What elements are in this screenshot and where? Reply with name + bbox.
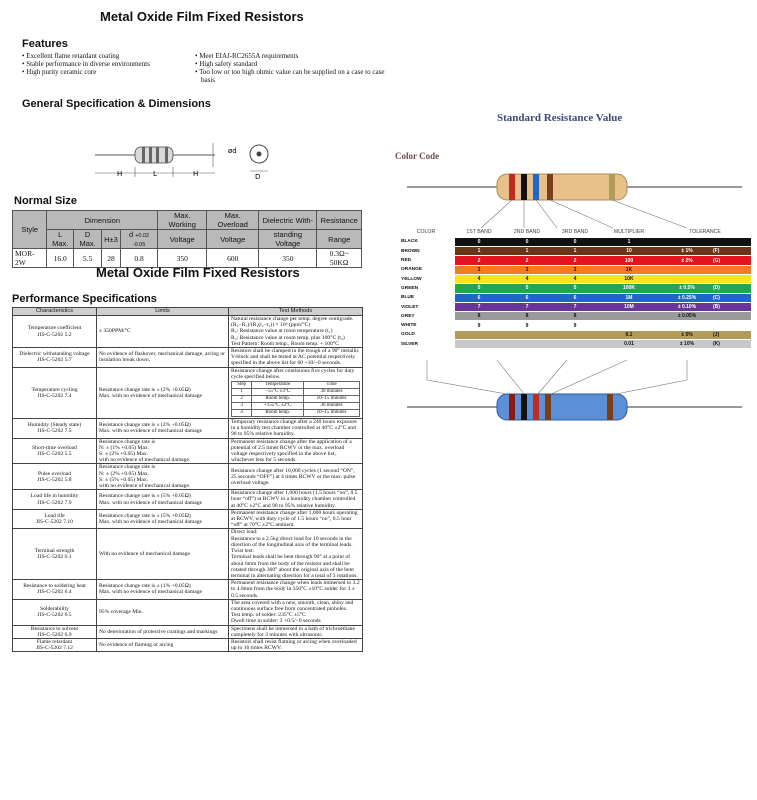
performance-table	[12, 307, 363, 652]
cycle-cell: 10~15 minutes	[304, 396, 360, 403]
color-tolerance-cell: ± 0.25% (C)	[659, 293, 751, 302]
color-name-cell: GREY	[397, 312, 455, 321]
cycle-row	[232, 403, 360, 410]
feature-item: • Stable performance in diverse environments	[22, 60, 150, 68]
th-test-methods: Test Methods	[229, 308, 363, 316]
table-row	[13, 580, 363, 600]
color-tolerance-cell	[659, 265, 751, 274]
color-b1-cell: 4	[455, 274, 503, 283]
cc-th-color: COLOR	[397, 228, 455, 237]
color-name-cell: BLUE	[397, 293, 455, 302]
test-method-cell: Resistance change after 1,000 hours (1.5 hours “on”, 0.5 hour “off”) at RCWV in a humidity chamber controlled at 40°C ±2°C and 90 to 95% relative humidity.	[229, 490, 363, 510]
color-row-white	[397, 321, 751, 330]
cycle-row	[232, 410, 360, 417]
th-dmax: D Max.	[74, 230, 102, 249]
color-b3-cell: 0	[551, 237, 599, 246]
color-b2-cell: 2	[503, 256, 551, 265]
color-b1-cell: 5	[455, 284, 503, 293]
limit-cell: Resistance change rate is ± (2% +0.05Ω) Max. with no evidence of mechanical damage	[97, 419, 229, 439]
color-tolerance-cell: ± 0.05%	[659, 312, 751, 321]
color-row-brown	[397, 247, 751, 256]
table-row	[13, 316, 363, 348]
color-mult-cell: 10M	[599, 302, 659, 311]
test-method-cell: Resistors shall be clamped in the trough of a 90° metallic V-block and shall be tested at AC potential respectively specified in the above list for 60 +10/−0 seconds.	[229, 348, 363, 368]
section-title: Metal Oxide Film Fixed Resistors	[96, 265, 300, 280]
color-b1-cell: 6	[455, 293, 503, 302]
color-b2-cell: 5	[503, 284, 551, 293]
cycle-cell: 1	[232, 389, 252, 396]
color-mult-cell: 10	[599, 247, 659, 256]
color-b2-cell: 3	[503, 265, 551, 274]
characteristic-cell: Humidity (Steady state) JIS-C-5202 7.5	[13, 419, 97, 439]
cycle-table	[231, 381, 360, 417]
color-name-cell: WHITE	[397, 321, 455, 330]
feature-item: • High safety standard	[195, 60, 258, 68]
characteristic-cell: Resistance to solvent JIS-C-5202 6.9	[13, 625, 97, 638]
cycle-header: Temperature	[252, 382, 304, 389]
limit-cell: Resistance change rate is N: ± (2% +0.05) Max. S: ± (5% +0.05) Max. with no evidence of mechanical damage.	[97, 464, 229, 490]
dim-h-left: H	[117, 170, 123, 178]
th-mw2: Voltage	[158, 230, 207, 249]
color-row-orange	[397, 265, 751, 274]
features-heading: Features	[22, 38, 68, 50]
resistor-top-diagram	[397, 160, 752, 230]
color-mult-cell: 100	[599, 256, 659, 265]
color-b3-cell: 9	[551, 321, 599, 330]
color-row-silver	[397, 340, 751, 349]
color-b2-cell: 6	[503, 293, 551, 302]
table-row	[13, 419, 363, 439]
resistor-bottom-diagram	[397, 350, 752, 430]
characteristic-cell: Load life JIS-C-5202 7.10	[13, 509, 97, 529]
color-name-cell: GOLD	[397, 330, 455, 339]
color-name-cell: ORANGE	[397, 265, 455, 274]
cycle-cell: Room temp.	[252, 410, 304, 417]
color-tolerance-cell	[659, 321, 751, 330]
limit-cell: With no evidence of mechanical damage	[97, 529, 229, 580]
feature-item: • High purity ceramic core	[22, 68, 97, 76]
color-b2-cell	[503, 330, 551, 339]
limit-cell: Resistance change rate is N: ± (1% +0.05) Max. S: ± (2% +0.05) Max. with no evidence of mechanical damage.	[97, 438, 229, 464]
table-row	[13, 625, 363, 638]
color-mult-cell: 0.1	[599, 330, 659, 339]
color-row-gold	[397, 330, 751, 339]
color-name-cell: SILVER	[397, 340, 455, 349]
dim-d-small: ød	[228, 147, 237, 155]
color-b2-cell: 8	[503, 312, 551, 321]
cc-th-band3: 3RD BAND	[551, 228, 599, 237]
page-title: Metal Oxide Film Fixed Resistors	[100, 9, 304, 24]
th-d: d +0.02 -0.05	[120, 230, 157, 249]
color-b1-cell: 7	[455, 302, 503, 311]
characteristic-cell: Dielectric withstanding voltage JIS-C-5202 5.7	[13, 348, 97, 368]
color-row-red	[397, 256, 751, 265]
cycle-cell: Room temp.	[252, 396, 304, 403]
dim-h-right: H	[193, 170, 199, 178]
color-b3-cell: 3	[551, 265, 599, 274]
test-method-cell: Resistors shall resist flaming or arcing when overloaded up to 16 times RCWV.	[229, 638, 363, 651]
cycle-cell: −55°C ±3°C	[252, 389, 304, 396]
table-row	[13, 464, 363, 490]
color-code-table	[397, 228, 751, 349]
cycle-cell: 30 minutes	[304, 403, 360, 410]
cc-th-tolerance: TOLERANCE	[659, 228, 751, 237]
test-method-cell: Permanent resistance change when leads immersed to 3.2 to 4.8mm from the body in 350°C ±10°C solder for 3 ± 0.5 seconds.	[229, 580, 363, 600]
th-lmax: L Max.	[47, 230, 74, 249]
limit-cell: 95% coverage Min.	[97, 599, 229, 625]
feature-item: • Meet EIAJ-RC2655A requirements	[195, 52, 299, 60]
performance-heading: Performance Specifications	[12, 293, 157, 305]
th-dw2: standing Voltage	[259, 230, 317, 249]
test-method-cell: The area covered with a new, smooth, clean, shiny and continuous surface free from concentrated pinholes. Test temp. of solder: 235°C ±5°C Dwell time in solder: 3 +0.5/−0 seconds	[229, 599, 363, 625]
color-b1-cell: 2	[455, 256, 503, 265]
dim-d: D	[255, 173, 261, 181]
feature-item: • Excellent flame retardant coating	[22, 52, 120, 60]
table-row	[13, 438, 363, 464]
color-name-cell: BLACK	[397, 237, 455, 246]
color-b3-cell: 5	[551, 284, 599, 293]
characteristic-cell: Load life in humidity JIS-C-5202 7.9	[13, 490, 97, 510]
color-row-yellow	[397, 274, 751, 283]
color-tolerance-cell: ± 0.5% (D)	[659, 284, 751, 293]
general-spec-heading: General Specification & Dimensions	[22, 98, 211, 110]
th-limits: Limits	[97, 308, 229, 316]
th-characteristics: Characteristics	[13, 308, 97, 316]
color-b3-cell	[551, 330, 599, 339]
cycle-cell: 30 minutes	[304, 389, 360, 396]
limit-cell: Resistance change rate is ± (1% +0.05Ω) Max. with no evidence of mechanical damage	[97, 580, 229, 600]
color-tolerance-cell: ± 2% (G)	[659, 256, 751, 265]
cycle-cell: 2	[232, 396, 252, 403]
table-row	[13, 490, 363, 510]
th-mo: Max. Overload	[207, 211, 259, 230]
color-b1-cell	[455, 330, 503, 339]
color-b3-cell: 7	[551, 302, 599, 311]
color-mult-cell: 1M	[599, 293, 659, 302]
limit-cell: Resistance change rate is ± (5% +0.05Ω) Max. with no evidence of mechanical damage	[97, 509, 229, 529]
characteristic-cell: Solderability JIS-C-5202 6.5	[13, 599, 97, 625]
color-b3-cell	[551, 340, 599, 349]
color-b1-cell: 0	[455, 237, 503, 246]
color-b3-cell: 1	[551, 247, 599, 256]
color-mult-cell: 1	[599, 237, 659, 246]
color-name-cell: RED	[397, 256, 455, 265]
characteristic-cell: Resistance to soldering heat JIS-C-5202 6.4	[13, 580, 97, 600]
th-h: H±3	[102, 230, 121, 249]
limit-cell: No evidence of flaming or arcing	[97, 638, 229, 651]
test-method-cell: Natural resistance change per temp. degree centigrade. (R₂−R₁)/(R₁(t₂−t₁)) × 10⁶ (ppm/°C) R₁: Resistance value at room temperature (t₁) R₂: Resistance value at room temp. plus 100°C (t₂) Test Pattern: Room temp., Room temp. + 100°C	[229, 316, 363, 348]
color-b2-cell: 0	[503, 237, 551, 246]
color-tolerance-cell	[659, 274, 751, 283]
test-method-cell: Direct load: Resistance to a 2.5kg direct load for 10 seconds in the direction of the longitudinal axis of the terminal leads. Twist test: Terminal leads shall be bent through 90° at a point of about 6mm from the body of the resistor and shall be rotated through 360° about the original axis of the bent terminal in alternating direction for a total of 3 rotations.	[229, 529, 363, 580]
feature-item: • Too low or too high ohmic value can be supplied on a case to case basis	[195, 68, 385, 84]
characteristic-cell: Temperature cycling JIS-C-5202 7.4	[13, 367, 97, 418]
th-dimension: Dimension	[47, 211, 158, 230]
color-mult-cell: 0.01	[599, 340, 659, 349]
color-b1-cell: 3	[455, 265, 503, 274]
cycle-header: Time	[304, 382, 360, 389]
color-tolerance-cell: ± 10% (K)	[659, 340, 751, 349]
table-row	[13, 367, 363, 418]
test-method-cell: Resistance change after continuous five cycles for duty cycle specified below. Step Temperature Time 1 −55°C ±3°C 30 minutes 2 Room temp. 10~15 minutes 3 +155°C ±2°C 30 minutes 4 Room temp. 10~15 minutes	[229, 367, 363, 418]
th-mw: Max. Working	[158, 211, 207, 230]
table-row	[13, 638, 363, 651]
color-b3-cell: 2	[551, 256, 599, 265]
color-b1-cell: 8	[455, 312, 503, 321]
color-b3-cell: 8	[551, 312, 599, 321]
test-method-cell: Specimens shall be immersed in a bath of trichroethane completely for 3 minutes with ultrasonic.	[229, 625, 363, 638]
table-row	[13, 599, 363, 625]
color-b2-cell: 7	[503, 302, 551, 311]
limit-cell: Resistance change rate is ± (2% +0.05Ω) Max. with no evidence of mechanical damage	[97, 367, 229, 418]
characteristic-cell: Terminal strength JIS-C-5202 6.1	[13, 529, 97, 580]
color-mult-cell: 10K	[599, 274, 659, 283]
limit-cell: ± 350PPM/°C	[97, 316, 229, 348]
color-code-heading: Color Code	[395, 151, 440, 161]
characteristic-cell: Temperature coefficient JIS-C-5202 5.2	[13, 316, 97, 348]
color-row-blue	[397, 293, 751, 302]
limit-cell: Resistance change rate is ± (5% +0.05Ω) Max. with no evidence of mechanical damage	[97, 490, 229, 510]
test-method-cell: Temporary resistance change after a 240 hours exposure in a humidity test chamber controlled at 40°C ±2°C and 90 to 95% relative humidity.	[229, 419, 363, 439]
th-dw: Dielectric With-	[259, 211, 317, 230]
cycle-row	[232, 396, 360, 403]
color-name-cell: GREEN	[397, 284, 455, 293]
color-b3-cell: 4	[551, 274, 599, 283]
normal-size-heading: Normal Size	[14, 195, 77, 207]
color-b2-cell: 4	[503, 274, 551, 283]
color-row-green	[397, 284, 751, 293]
cc-th-band2: 2ND BAND	[503, 228, 551, 237]
features-left-list	[22, 52, 150, 76]
features-right-list	[195, 52, 395, 84]
color-mult-cell	[599, 312, 659, 321]
characteristic-cell: Short-time overload JIS-C-5202 5.5	[13, 438, 97, 464]
color-b1-cell: 1	[455, 247, 503, 256]
color-name-cell: YELLOW	[397, 274, 455, 283]
color-b1-cell	[455, 340, 503, 349]
color-tolerance-cell: ± 1% (F)	[659, 247, 751, 256]
cycle-row	[232, 389, 360, 396]
normal-size-table	[12, 210, 362, 268]
color-b2-cell	[503, 340, 551, 349]
color-tolerance-cell: ± 5% (J)	[659, 330, 751, 339]
characteristic-cell: Flame retardant JIS-C-5202 7.12	[13, 638, 97, 651]
table-row	[13, 529, 363, 580]
cycle-cell: 3	[232, 403, 252, 410]
cycle-cell: 4	[232, 410, 252, 417]
dimension-drawing	[95, 137, 285, 187]
test-method-cell: Resistance change after 10,000 cycles (1 second “ON”, 25 seconds “OFF”) at 4 times RCWV or the max. pulse overload voltage.	[229, 464, 363, 490]
cycle-cell: +155°C ±2°C	[252, 403, 304, 410]
color-mult-cell: 100K	[599, 284, 659, 293]
cycle-cell: 10~15 minutes	[304, 410, 360, 417]
color-b3-cell: 6	[551, 293, 599, 302]
color-row-grey	[397, 312, 751, 321]
color-name-cell: VIOLET	[397, 302, 455, 311]
cc-th-multiplier: MULTIPLIER	[599, 228, 659, 237]
th-style: Style	[13, 211, 47, 249]
color-tolerance-cell: ± 0.10% (B)	[659, 302, 751, 311]
color-row-violet	[397, 302, 751, 311]
color-mult-cell: 1K	[599, 265, 659, 274]
standard-resistance-title: Standard Resistance Value	[497, 112, 623, 124]
cycle-header: Step	[232, 382, 252, 389]
color-tolerance-cell	[659, 237, 751, 246]
color-b2-cell: 9	[503, 321, 551, 330]
limit-cell: No evidence of flashover, mechanical damage, arcing or insulation break down.	[97, 348, 229, 368]
limit-cell: No deterioration of protective coatings and markings	[97, 625, 229, 638]
test-method-cell: Permanent resistance change after the application of a potential of 2.5 times RCWV or the max. overload voltage respectively specified in the above list, whichever less for 5 seconds.	[229, 438, 363, 464]
characteristic-cell: Pulse overload JIS-C-5202 5.8	[13, 464, 97, 490]
th-range: Resistance	[317, 211, 362, 230]
color-name-cell: BROWN	[397, 247, 455, 256]
dim-l: L	[153, 170, 157, 178]
th-mo2: Voltage	[207, 230, 259, 249]
test-method-cell: Permanent resistance change after 1,000 hours operating at RCWV, with duty cycle of 1.5 hours “on”, 0.5 hour “off” at 70°C ±2°C ambient.	[229, 509, 363, 529]
color-row-black	[397, 237, 751, 246]
cc-th-band1: 1ST BAND	[455, 228, 503, 237]
color-mult-cell	[599, 321, 659, 330]
table-row	[13, 509, 363, 529]
color-b1-cell: 9	[455, 321, 503, 330]
table-row: MOR-2W 16.0 5.5 28 0.8 350 600 350 0.3Ω~ 50KΩ	[13, 249, 362, 268]
th-range2: Range	[317, 230, 362, 249]
table-row	[13, 348, 363, 368]
color-b2-cell: 1	[503, 247, 551, 256]
